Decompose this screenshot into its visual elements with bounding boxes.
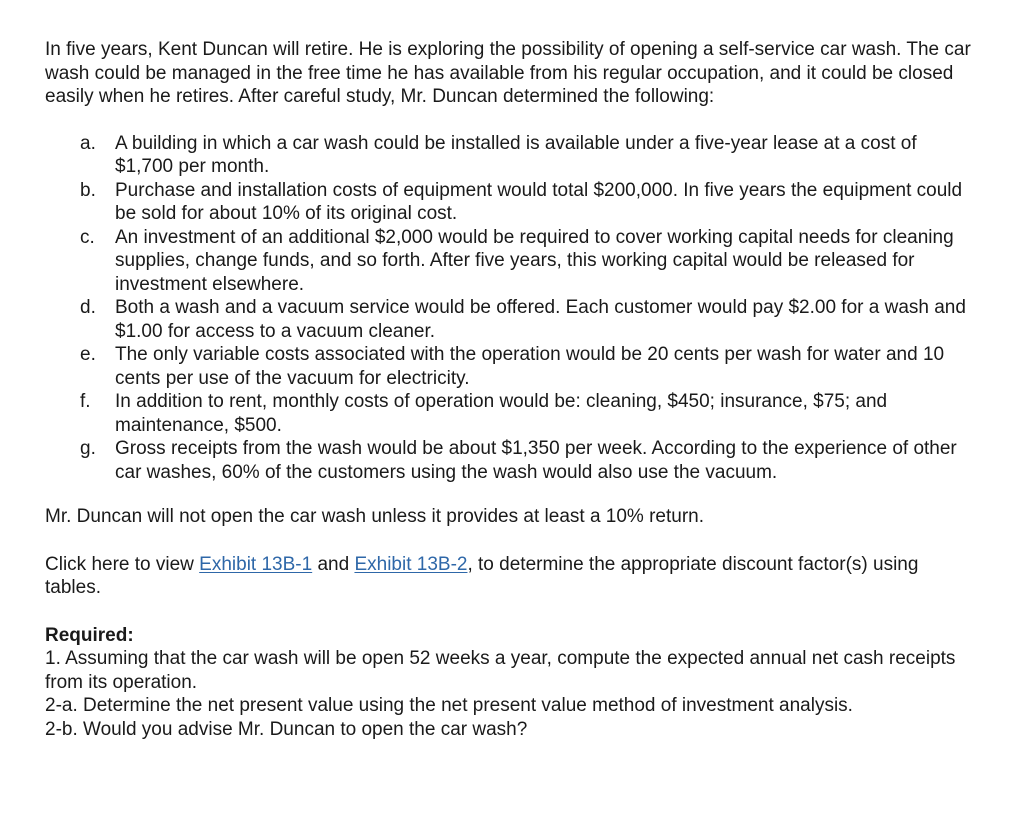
list-marker: d.	[80, 297, 96, 318]
list-item-text: Purchase and installation costs of equipment would total $200,000. In five years the equipment could be sold for about 10% of its original cost.	[115, 179, 963, 224]
list-marker: c.	[80, 226, 95, 248]
list-item	[45, 296, 984, 343]
list-marker: e.	[80, 344, 96, 365]
list-marker: f.	[80, 391, 91, 412]
facts-list	[45, 132, 984, 485]
list-item	[45, 132, 984, 179]
return-requirement-note: Mr. Duncan will not open the car wash unless it provides at least a 10% return.	[45, 506, 705, 527]
list-item	[45, 226, 984, 297]
exhibit-instructions	[45, 553, 975, 600]
requirement-2a: 2-a. Determine the net present value using the net present value method of investment analysis.	[45, 695, 853, 716]
list-item-text: A building in which a car wash could be installed is available under a five-year lease at a cost of $1,700 per month.	[115, 132, 917, 177]
list-item	[45, 343, 984, 390]
exhibit-instructions-prefix: Click here to view	[45, 553, 200, 575]
list-item-text: Both a wash and a vacuum service would be offered. Each customer would pay $2.00 for a wash and $1.00 for access to a vacuum cleaner.	[115, 297, 966, 342]
list-item	[45, 437, 984, 484]
exhibit-13b-1-link[interactable]: Exhibit 13B-1	[199, 553, 313, 575]
list-item	[45, 390, 984, 437]
requirement-2b: 2-b. Would you advise Mr. Duncan to open the car wash?	[45, 718, 528, 740]
exhibit-instructions-suffix: , to determine the appropriate discount factor(s) using tables.	[45, 553, 919, 598]
list-item-text: The only variable costs associated with the operation would be 20 cents per wash for water and 10 cents per use of the vacuum for electricity.	[115, 344, 945, 389]
list-item-text: In addition to rent, monthly costs of operation would be: cleaning, $450; insurance, $75; and maintenance, $500.	[115, 391, 888, 436]
list-marker: a.	[80, 132, 96, 154]
required-heading: Required:	[45, 624, 134, 646]
list-marker: g.	[80, 438, 96, 459]
exhibit-13b-2-link[interactable]: Exhibit 13B-2	[354, 553, 468, 575]
required-section	[45, 624, 984, 742]
list-item	[45, 179, 984, 226]
requirement-1: 1. Assuming that the car wash will be open 52 weeks a year, compute the expected annual net cash receipts from its operation.	[45, 648, 956, 693]
exhibit-instructions-middle: and	[312, 553, 355, 575]
list-marker: b.	[80, 179, 96, 201]
intro-paragraph: In five years, Kent Duncan will retire. He is exploring the possibility of opening a self-service car wash. The car wash could be managed in the free time he has available from his regular occupation, and it could be closed easily when he retires. After careful study, Mr. Duncan determined the following:	[45, 39, 971, 107]
list-item-text: Gross receipts from the wash would be about $1,350 per week. According to the experience of other car washes, 60% of the customers using the wash would also use the vacuum.	[115, 438, 957, 483]
list-item-text: An investment of an additional $2,000 would be required to cover working capital needs for cleaning supplies, change funds, and so forth. After five years, this working capital would be released for investment elsewhere.	[115, 226, 954, 295]
